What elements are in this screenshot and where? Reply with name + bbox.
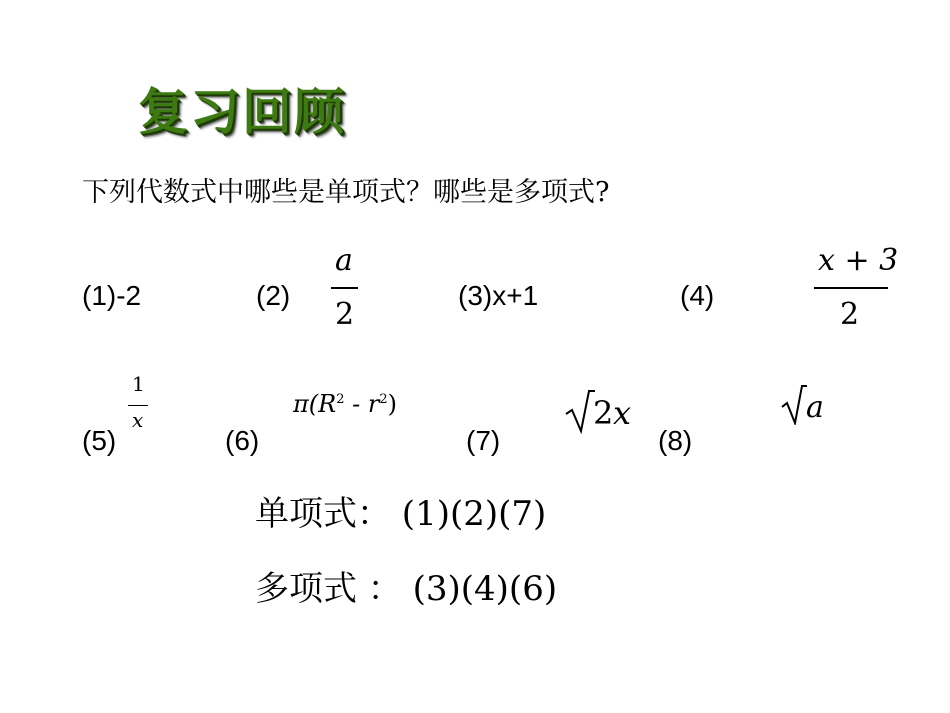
item-6-exponent-1: 2 — [336, 392, 345, 407]
item-2-fraction-bar — [331, 287, 358, 289]
item-6-expr-mid: - r — [344, 390, 380, 418]
item-6-expr-post: ) — [387, 390, 397, 418]
item-6-expression — [293, 390, 397, 418]
item-2-numerator: a — [335, 243, 353, 278]
polynomial-answer: 多项式 ： (3)(4)(6) — [255, 569, 558, 609]
page-title: 复习回顾 — [138, 83, 346, 141]
item-3-label: (3)x+1 — [458, 280, 539, 311]
item-2-label: (2) — [256, 280, 291, 311]
item-6-label: (6) — [225, 425, 260, 456]
item-5-fraction-bar — [128, 405, 148, 406]
item-7-label: (7) — [466, 425, 501, 456]
item-5-denominator: x — [132, 408, 144, 432]
monomial-answer: 单项式： (1)(2)(7) — [255, 494, 547, 534]
item-6-exponent-2: 2 — [379, 392, 388, 407]
item-4-fraction-bar — [814, 287, 888, 289]
item-5-label: (5) — [82, 425, 117, 456]
item-4-label: (4) — [680, 280, 715, 311]
item-8-radical-sign — [781, 383, 807, 425]
item-5-numerator: 1 — [132, 372, 145, 396]
question-text: 下列代数式中哪些是单项式？哪些是多项式? — [82, 177, 610, 208]
item-8-label: (8) — [658, 425, 693, 456]
item-2-denominator: 2 — [335, 297, 355, 332]
item-8-radicand: a — [806, 390, 824, 425]
item-7-radicand: 2 — [593, 394, 614, 432]
item-7-variable: x — [613, 394, 632, 432]
item-6-expr-pre: π(R — [293, 390, 337, 418]
item-7-radical-sign — [565, 388, 595, 434]
item-1-label: (1)-2 — [82, 280, 142, 311]
item-4-denominator: 2 — [840, 297, 860, 332]
item-4-numerator: x + 3 — [818, 243, 899, 278]
